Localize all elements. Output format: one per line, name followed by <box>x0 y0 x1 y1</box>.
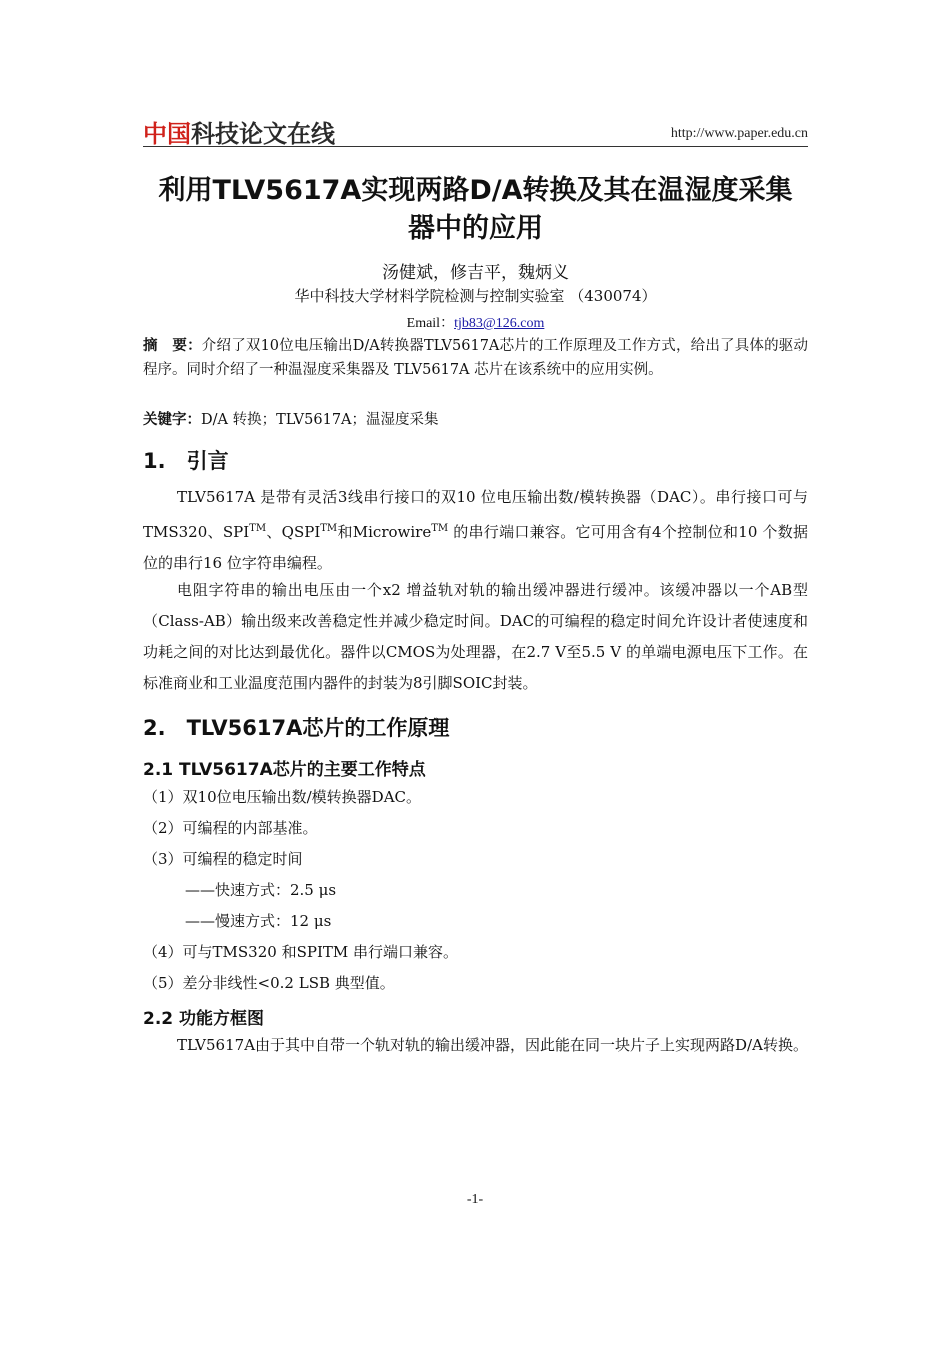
authors: 汤健斌，修吉平，魏炳义 <box>382 263 569 283</box>
section-1-heading: 1. 引言 <box>143 449 229 473</box>
section-2-heading: 2. TLV5617A芯片的工作原理 <box>143 716 450 740</box>
feature-subitem: ——慢速方式：12 μs <box>185 912 332 930</box>
page-number: -1- <box>466 1192 484 1207</box>
title-line-2: 器中的应用 <box>408 213 543 244</box>
section-1-paragraph-2: 电阻字符串的输出电压由一个x2 增益轨对轨的输出缓冲器进行缓冲。该缓冲器以一个AB型（Class-AB）输出级来改善稳定性并减少稳定时间。DAC的可编程的稳定时间允许设计者使速度和功耗之间的对比达到最优化。器件以CMOS为处理器，在2.7 V至5.5 V 的单端电源电压下工作。在标准商业和工业温度范围内器件的封装为8引脚SOIC封装。 <box>143 581 808 692</box>
trademark-mark: TM <box>320 523 338 534</box>
trademark-mark: TM <box>431 523 449 534</box>
section-2-2-paragraph: TLV5617A由于其中自带一个轨对轨的输出缓冲器，因此能在同一块片子上实现两路D/A转换。 <box>177 1036 808 1054</box>
feature-item: （3）可编程的稳定时间 <box>143 850 303 868</box>
section-2-2-heading: 2.2 功能方框图 <box>143 1009 265 1029</box>
trademark-mark: TM <box>249 523 267 534</box>
affiliation: 华中科技大学材料学院检测与控制实验室 （430074） <box>294 287 657 305</box>
title-line-1: 利用TLV5617A实现两路D/A转换及其在温湿度采集 <box>158 175 793 206</box>
site-logo: 中国科技论文在线 <box>143 120 335 148</box>
email-label: Email： <box>406 316 455 331</box>
paper-title <box>143 172 808 248</box>
site-url[interactable]: http://www.paper.edu.cn <box>670 126 808 141</box>
abstract-label: 摘 要： <box>143 338 202 354</box>
email-line <box>143 312 808 332</box>
abstract <box>143 334 808 382</box>
feature-item: （5）差分非线性<0.2 LSB 典型值。 <box>143 974 395 992</box>
feature-item: （2）可编程的内部基准。 <box>143 819 318 837</box>
section-2-1-heading: 2.1 TLV5617A芯片的主要工作特点 <box>143 760 426 780</box>
section-1-paragraph-1: TLV5617A 是带有灵活3线串行接口的双10 位电压输出数/模转换器（DAC）。串行接口可与TMS320、SPI™、QSPI™和Microwire™ 的串行端口兼容。它可用含有4个控制位和10 个数据位的串行16 位字符串编程。 <box>143 488 809 572</box>
keywords <box>143 408 808 429</box>
feature-item: （4）可与TMS320 和SPITM 串行端口兼容。 <box>143 943 459 961</box>
feature-subitem: ——快速方式：2.5 μs <box>185 881 337 899</box>
abstract-text: 介绍了双10位电压输出D/A转换器TLV5617A芯片的工作原理及工作方式，给出了具体的驱动程序。同时介绍了一种温湿度采集器及 TLV5617A 芯片在该系统中的应用实例。 <box>143 338 809 378</box>
feature-item: （1）双10位电压输出数/模转换器DAC。 <box>143 788 422 806</box>
page-header <box>143 112 808 147</box>
email-link[interactable]: tjb83@126.com <box>454 316 545 331</box>
keywords-label: 关键字： <box>143 412 201 428</box>
keywords-text: D/A 转换；TLV5617A；温湿度采集 <box>201 412 439 428</box>
